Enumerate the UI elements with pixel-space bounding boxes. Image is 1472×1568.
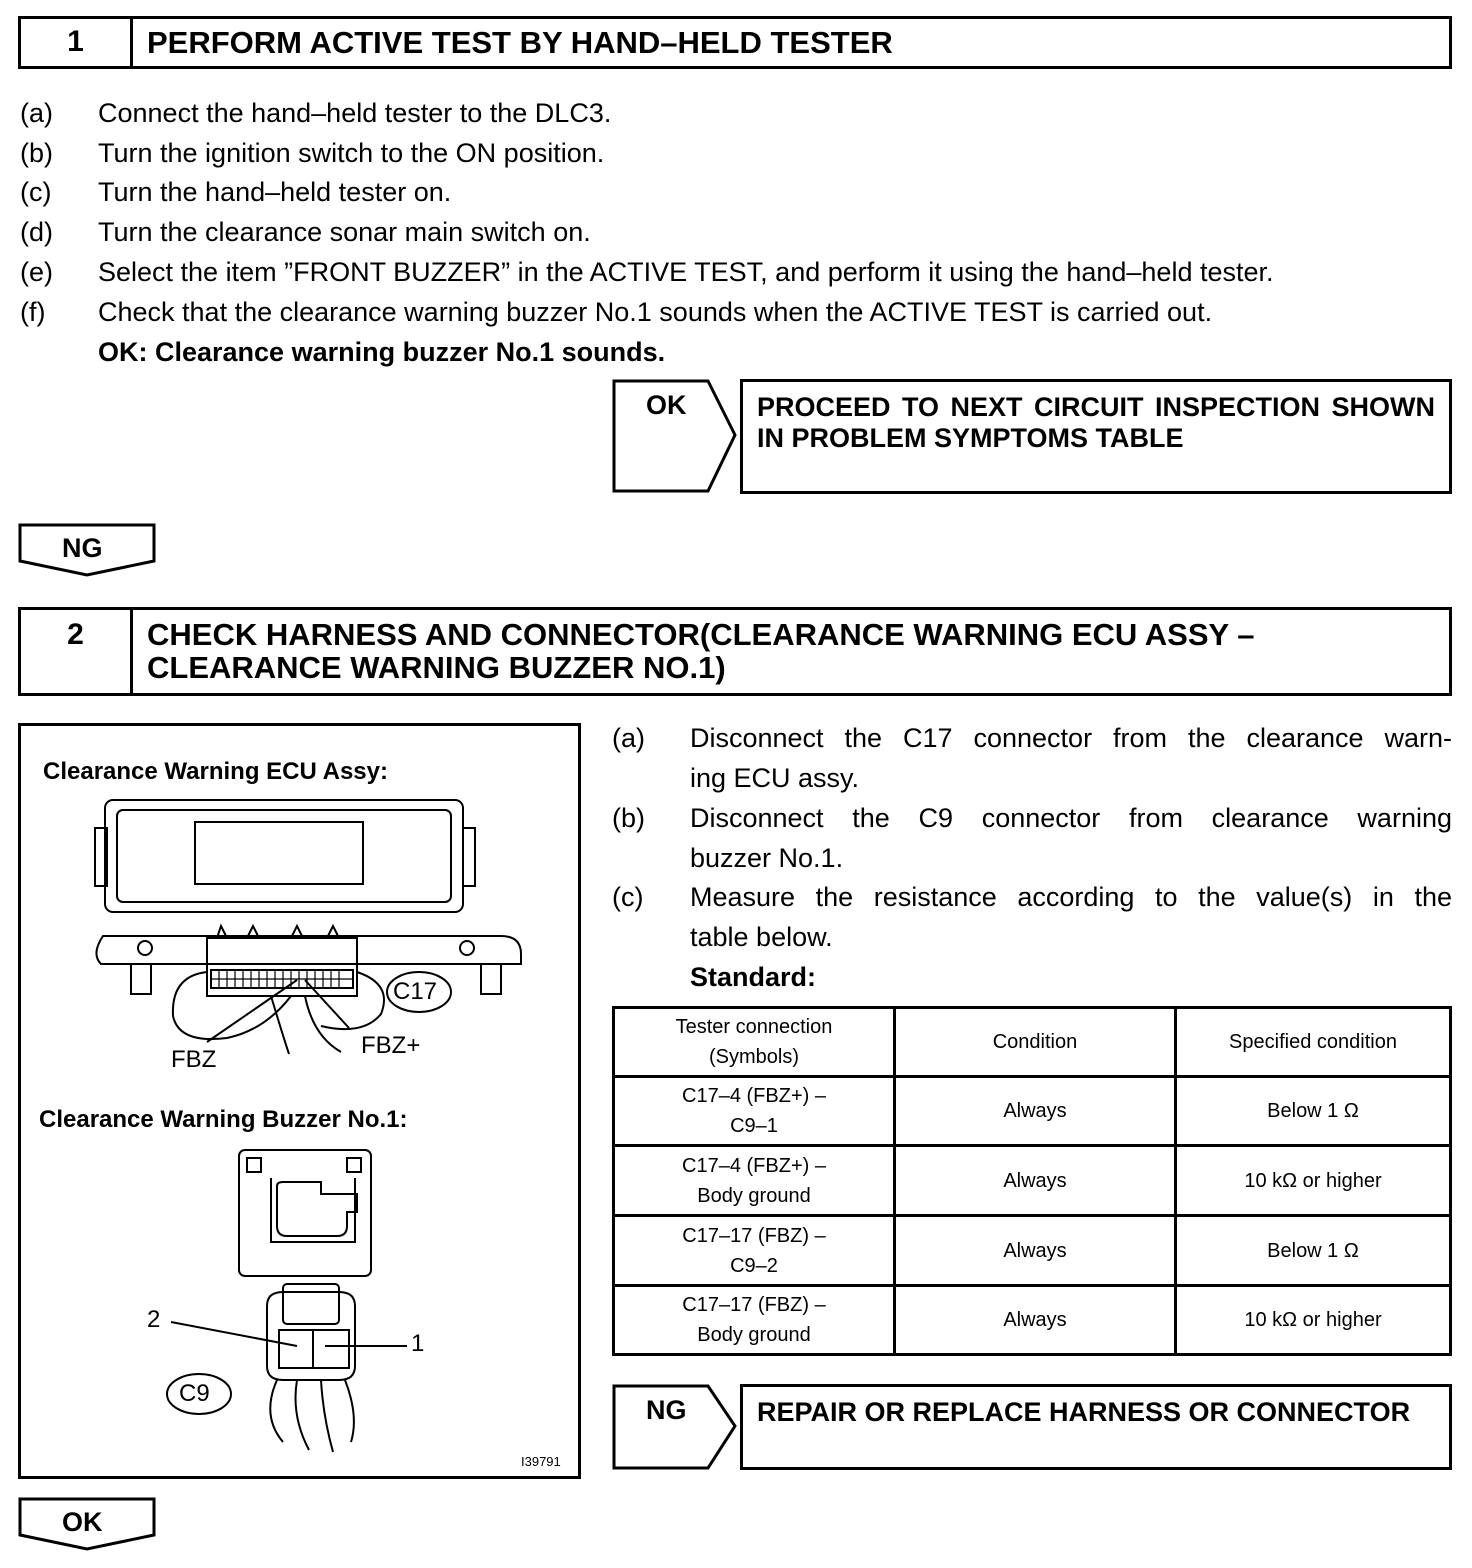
table-cell-spec: 10 kΩ or higher	[1176, 1146, 1451, 1216]
instruction-label: (b)	[20, 138, 53, 168]
table-cell-connection: C17–17 (FBZ) – C9–2	[614, 1216, 895, 1286]
step-2-header	[18, 607, 1452, 696]
instruction-label: (a)	[20, 98, 53, 128]
table-cell-spec: Below 1 Ω	[1176, 1077, 1451, 1146]
table-header: Specified condition	[1176, 1008, 1451, 1077]
fbz-plus-pin-label: FBZ+	[361, 1032, 421, 1059]
table-row	[614, 1286, 1451, 1355]
step-2-title-line2: CLEARANCE WARNING BUZZER NO.1)	[147, 650, 726, 685]
table-cell-condition: Always	[895, 1286, 1176, 1355]
connector-diagram	[18, 723, 581, 1479]
figure-id: I39791	[521, 1454, 561, 1469]
table-cell-condition: Always	[895, 1146, 1176, 1216]
instruction-label: (c)	[612, 882, 644, 912]
instruction-text-line2: buzzer No.1.	[690, 843, 844, 873]
buzzer-title: Clearance Warning Buzzer No.1:	[39, 1106, 408, 1133]
standard-label: Standard:	[690, 962, 817, 992]
instruction-label: (a)	[612, 723, 645, 753]
instruction-label: (f)	[20, 297, 46, 327]
table-cell-connection: C17–17 (FBZ) – Body ground	[614, 1286, 895, 1355]
instruction-text-line1: Disconnect the C17 connector from the clearance warn-	[690, 723, 1452, 753]
ok-criterion: OK: Clearance warning buzzer No.1 sounds.	[98, 337, 666, 367]
c17-connector-label: C17	[393, 978, 438, 1005]
table-row	[614, 1216, 1451, 1286]
table-row	[614, 1146, 1451, 1216]
instruction-text: Check that the clearance warning buzzer No.1 sounds when the ACTIVE TEST is carried out.	[98, 297, 1213, 327]
table-row	[614, 1077, 1451, 1146]
c9-connector-label: C9	[179, 1380, 210, 1407]
ng-result-text: REPAIR OR REPLACE HARNESS OR CONNECTOR	[757, 1397, 1411, 1427]
spec-table	[612, 1006, 1452, 1356]
instruction-text: Turn the clearance sonar main switch on.	[98, 217, 591, 247]
buzzer-drawing	[21, 726, 578, 1476]
ng-result-box	[740, 1384, 1452, 1470]
table-cell-spec: 10 kΩ or higher	[1176, 1286, 1451, 1355]
instruction-text-line2: ing ECU assy.	[690, 763, 860, 793]
ecu-title: Clearance Warning ECU Assy:	[43, 758, 388, 785]
instruction-text-line1: Disconnect the C9 connector from clearance warning	[690, 803, 1452, 833]
instruction-text: Turn the hand–held tester on.	[98, 177, 452, 207]
instruction-text: Connect the hand–held tester to the DLC3.	[98, 98, 612, 128]
table-cell-connection: C17–4 (FBZ+) – C9–1	[614, 1077, 895, 1146]
pin-2-label: 2	[147, 1306, 161, 1333]
step-1-number: 1	[21, 19, 133, 66]
ng-down-tag-label: NG	[62, 533, 103, 563]
ok-tag-label: OK	[646, 390, 687, 420]
instruction-label: (d)	[20, 217, 53, 247]
ok-down-tag-label: OK	[62, 1507, 103, 1537]
instruction-text: Select the item ”FRONT BUZZER” in the ACTIVE TEST, and perform it using the hand–held tester.	[98, 257, 1274, 287]
pin-1-label: 1	[411, 1330, 425, 1357]
step-1-header	[18, 16, 1452, 69]
instruction-label: (e)	[20, 257, 53, 287]
instruction-label: (c)	[20, 177, 52, 207]
step-2-title-line1: CHECK HARNESS AND CONNECTOR(CLEARANCE WARNING ECU ASSY –	[147, 617, 1255, 652]
table-cell-connection: C17–4 (FBZ+) – Body ground	[614, 1146, 895, 1216]
instruction-text-line2: table below.	[690, 922, 833, 952]
ok-result-text: PROCEED TO NEXT CIRCUIT INSPECTION SHOWN IN PROBLEM SYMPTOMS TABLE	[757, 392, 1435, 453]
table-cell-condition: Always	[895, 1077, 1176, 1146]
step-1-title: PERFORM ACTIVE TEST BY HAND–HELD TESTER	[147, 25, 893, 60]
ok-result-box	[740, 379, 1452, 494]
table-cell-condition: Always	[895, 1216, 1176, 1286]
table-header-row	[614, 1008, 1451, 1077]
table-header: Condition	[895, 1008, 1176, 1077]
instruction-text-line1: Measure the resistance according to the value(s) in the	[690, 882, 1452, 912]
step-2-number: 2	[21, 610, 133, 693]
fbz-pin-label: FBZ	[171, 1046, 217, 1073]
table-cell-spec: Below 1 Ω	[1176, 1216, 1451, 1286]
step-2-title	[147, 618, 1439, 684]
table-header: Tester connection (Symbols)	[614, 1008, 895, 1077]
instruction-text: Turn the ignition switch to the ON position.	[98, 138, 605, 168]
instruction-label: (b)	[612, 803, 645, 833]
ng-tag-label: NG	[646, 1395, 687, 1425]
